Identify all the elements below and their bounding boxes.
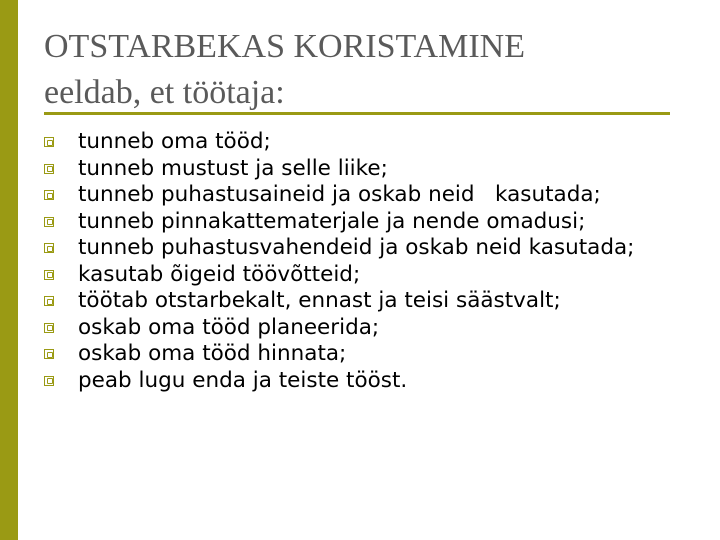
list-item-text: tunneb puhastusvahendeid ja oskab neid kasutada;	[78, 235, 635, 260]
list-item	[44, 129, 684, 156]
list-item	[44, 182, 684, 209]
list-item	[44, 156, 684, 183]
side-accent-bar	[0, 0, 18, 540]
list-item-text: oskab oma tööd hinnata;	[78, 341, 347, 366]
square-bullet-icon	[44, 296, 54, 306]
square-bullet-icon	[44, 164, 54, 174]
list-item-text: kasutab õigeid töövõtteid;	[78, 261, 361, 287]
list-item	[44, 368, 684, 395]
list-item	[44, 262, 684, 289]
bullet-list	[44, 129, 684, 394]
title-underline	[44, 112, 670, 115]
list-item	[44, 288, 684, 315]
list-item-text: töötab otstarbekalt, ennast ja teisi säästvalt;	[78, 288, 561, 313]
square-bullet-icon	[44, 190, 54, 200]
list-item	[44, 209, 684, 236]
list-item	[44, 235, 684, 262]
square-bullet-icon	[44, 376, 54, 386]
title-line-1: OTSTARBEKAS KORISTAMINE	[44, 28, 525, 65]
list-item-text: tunneb mustust ja selle liike;	[78, 155, 388, 181]
list-item-text: tunneb pinnakattematerjale ja nende omadusi;	[78, 208, 586, 234]
square-bullet-icon	[44, 243, 54, 253]
list-item	[44, 341, 684, 368]
title-line-2: eeldab, et töötaja:	[44, 74, 285, 111]
list-item-text: tunneb oma tööd;	[78, 129, 271, 154]
square-bullet-icon	[44, 323, 54, 333]
square-bullet-icon	[44, 270, 54, 280]
list-item-text: peab lugu enda ja teiste tööst.	[78, 367, 408, 393]
list-item-text: oskab oma tööd planeerida;	[78, 314, 380, 340]
square-bullet-icon	[44, 137, 54, 147]
list-item-text: tunneb puhastusaineid ja oskab neid kasutada;	[78, 182, 601, 207]
slide-title	[44, 24, 684, 116]
square-bullet-icon	[44, 349, 54, 359]
list-item	[44, 315, 684, 342]
square-bullet-icon	[44, 217, 54, 227]
